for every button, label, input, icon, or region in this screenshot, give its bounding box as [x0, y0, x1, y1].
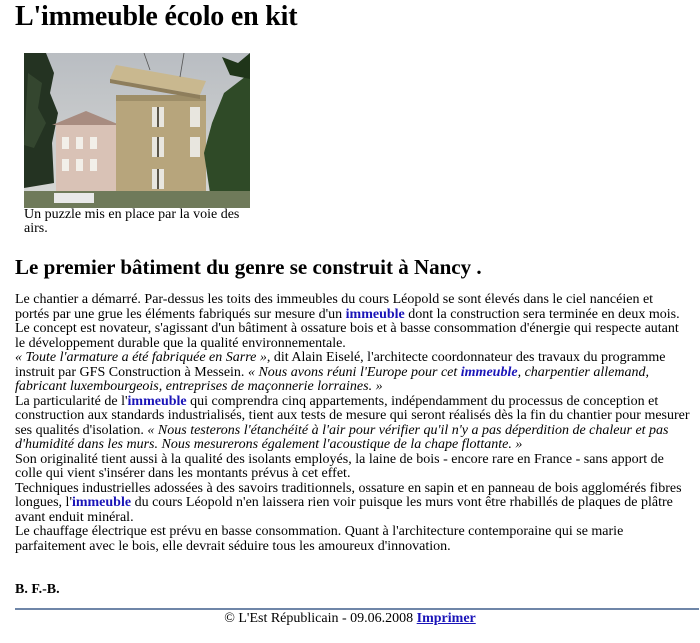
keyword-link[interactable]: immeuble: [71, 495, 132, 510]
paragraph-1: Le chantier a démarré. Par-dessus les toits des immeubles du cours Léopold se sont élevés dans le ciel nancéien et portés par une grue les éléments fabriqués sur mesure d'un immeuble dont la construction sera terminée en deux mois.: [15, 292, 680, 322]
keyword-link[interactable]: immeuble: [460, 364, 518, 380]
article-subtitle: Le premier bâtiment du genre se construit à Nancy .: [15, 255, 482, 279]
paragraph-2: Le concept est novateur, s'agissant d'un bâtiment à ossature bois et à basse consommation d'énergie qui respecte autant le développement durable que la qualité environnementale.: [15, 321, 679, 351]
paragraph-6: Techniques industrielles adossées à des savoirs traditionnels, ossature en sapin et en panneau de bois agglomérés fibres longues, l'immeuble du cours Léopold n'en laissera rien voir puisque les murs vont être rhabillés de plaques de plâtre avant enduit minéral.: [15, 480, 682, 525]
article-photo: [24, 53, 250, 208]
paragraph-4: La particularité de l'immeuble qui comprendra cinq appartements, indépendamment du processus de conception et construction aux standards industrialisés, tient aux tests de mesure qui seront réalisés dès la fin du chantier pour mesurer ses qualités d'isolation. « Nous testerons l'étanchéité à l'air pour vérifier qu'il n'y a pas déperdition de chaleur et pas d'humidité dans les murs. Nous mesurerons également l'acoustique de la chape flottante. »: [15, 393, 690, 452]
paragraph-5: Son originalité tient aussi à la qualité des isolants employés, la laine de bois - encore rare en France - sans apport de colle qui vient s'insérer dans les montants prévus à cet effet.: [15, 451, 664, 481]
article-title: L'immeuble écolo en kit: [15, 1, 298, 32]
paragraph-3: « Toute l'armature a été fabriquée en Sarre », dit Alain Eiselé, l'architecte coordonnateur des travaux du programme instruit par GFS Construction à Messein. « Nous avons réuni l'Europe pour cet immeuble, charpentier allemand, fabricant luxembourgeois, entreprises de maçonnerie lorraines. »: [15, 350, 666, 394]
construction-site-image: [24, 53, 250, 208]
keyword-link[interactable]: immeuble: [127, 393, 187, 409]
article-body: [15, 293, 690, 554]
keyword-link[interactable]: immeuble: [345, 306, 405, 322]
footer: [0, 610, 700, 628]
print-link[interactable]: Imprimer: [416, 611, 476, 626]
photo-caption: Un puzzle mis en place par la voie des airs.: [24, 207, 240, 236]
copyright-text: © L'Est Républicain - 09.06.2008: [224, 611, 414, 626]
paragraph-7: Le chauffage électrique est prévu en basse consommation. Quant à l'architecture contemporaine qui se marie parfaitement avec le bois, elle devrait séduire tous les amoureux d'innovation.: [15, 524, 624, 554]
author-signature: B. F.-B.: [15, 582, 60, 597]
